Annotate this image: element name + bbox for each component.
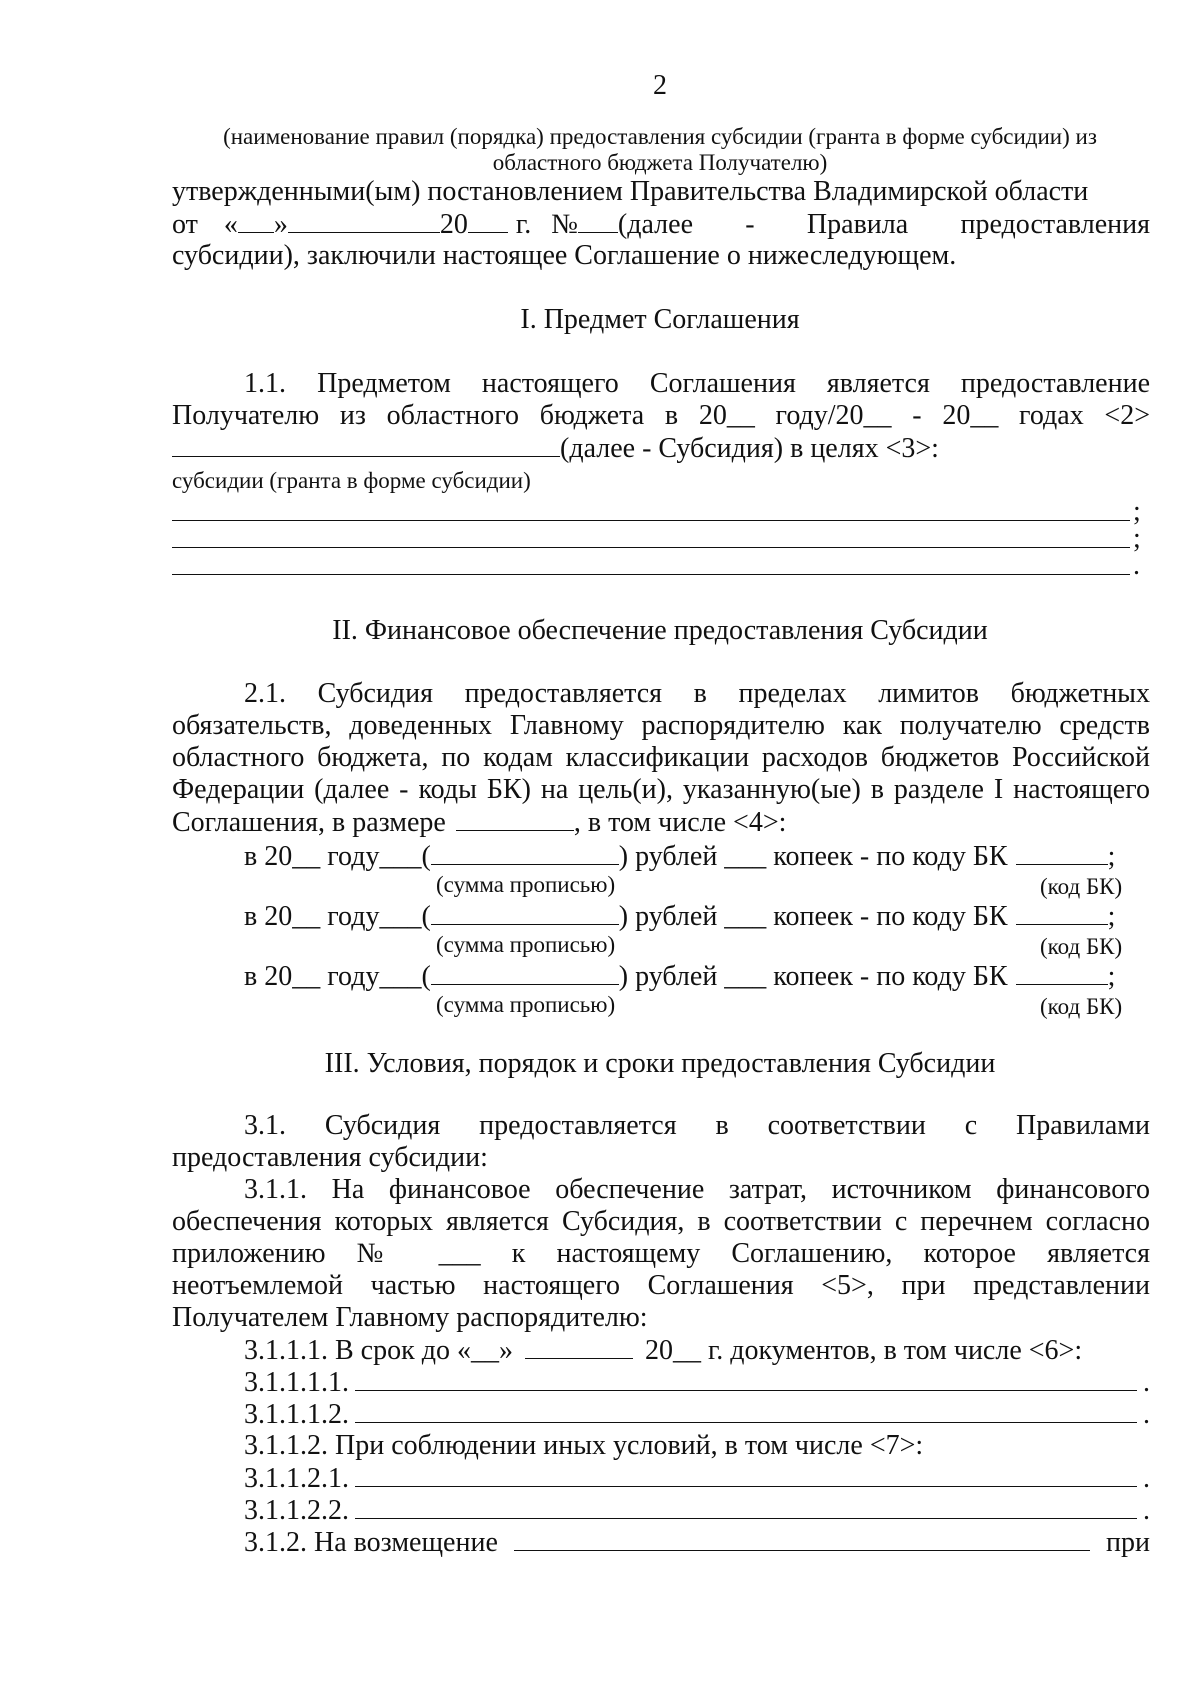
- year-row-1: [244, 840, 1150, 873]
- year-row-3-code-blank: [1016, 960, 1108, 985]
- intro-month-blank: [288, 208, 440, 233]
- year-row-2-a: в 20__ году___(: [244, 901, 431, 932]
- purpose-blank-1: [172, 520, 1130, 521]
- intro-g: г.: [515, 209, 532, 240]
- year-row-2-end: ;: [1107, 901, 1116, 932]
- intro-year: 20: [439, 209, 468, 240]
- p312-b: при: [1106, 1527, 1150, 1558]
- purpose-blank-3: [172, 574, 1130, 575]
- p312-blank: [514, 1526, 1090, 1551]
- year-row-2-cap-sum: (сумма прописью): [436, 932, 616, 957]
- p311-line2: обеспечения которых является Субсидия, в соответствии с перечнем согласно: [172, 1206, 1150, 1237]
- intro-line1: [172, 176, 1150, 208]
- p21-line4: Федерации (далее - коды БК) на цель(и), указанную(ые) в разделе I настоящего: [172, 774, 1150, 805]
- item-3112-1-label: 3.1.1.2.1.: [244, 1463, 349, 1494]
- intro-line1-text: утвержденными(ым) постановлением Правительства Владимирской области: [172, 176, 1089, 207]
- intro-number-blank: [578, 208, 618, 233]
- p11-subsidy-name-blank: [172, 432, 560, 457]
- p11-line3-text: (далее - Субсидия) в целях <3>:: [560, 433, 939, 464]
- p311-line3: приложению № ___ к настоящему Соглашению, которое является: [172, 1238, 1150, 1269]
- intro-rest: (далее - Правила предоставления: [617, 209, 1150, 240]
- year-row-1-sum-blank: [431, 840, 619, 865]
- p3111-b: 20__ г. документов, в том числе <6>:: [644, 1335, 1083, 1366]
- p311-line5: Получателем Главному распорядителю:: [172, 1302, 648, 1333]
- p11-caption: субсидии (гранта в форме субсидии): [172, 468, 531, 493]
- item-3112-1-blank: [355, 1462, 1137, 1487]
- p21-line3: областного бюджета, по кодам классификации расходов бюджетов Российской: [172, 742, 1150, 773]
- p11-line3: [172, 432, 1150, 465]
- section2-title: II. Финансовое обеспечение предоставления Субсидии: [332, 615, 988, 646]
- purpose-end-3: .: [1133, 550, 1140, 581]
- intro-day-blank: [238, 208, 274, 233]
- p3111-a: 3.1.1.1. В срок до «__»: [244, 1335, 513, 1366]
- purpose-end-2: ;: [1133, 523, 1141, 554]
- page-number: 2: [653, 70, 667, 101]
- item-3111-2-blank: [355, 1398, 1137, 1423]
- year-row-3: [244, 960, 1150, 993]
- year-row-3-b: ) рублей ___ копеек - по коду БК: [618, 961, 1008, 992]
- item-3111-2: [244, 1398, 1150, 1431]
- item-3111-1-blank: [355, 1366, 1137, 1391]
- intro-year-blank: [468, 208, 508, 233]
- item-3112-2: [244, 1494, 1150, 1527]
- year-row-1-a: в 20__ году___(: [244, 841, 431, 872]
- year-row-1-code-blank: [1016, 840, 1108, 865]
- intro-ot: от: [172, 209, 198, 240]
- caption-rules-line2: областного бюджета Получателю): [492, 150, 828, 175]
- p3111-month-blank: [525, 1334, 633, 1359]
- p31-line1: 3.1. Субсидия предоставляется в соответствии с Правилами: [244, 1110, 1150, 1141]
- item-3111-2-end: .: [1143, 1399, 1150, 1430]
- intro-no: №: [551, 209, 578, 240]
- p3112-line: 3.1.1.2. При соблюдении иных условий, в том числе <7>:: [244, 1430, 924, 1461]
- year-row-2-cap-code: (код БК): [1040, 934, 1123, 959]
- p21-line1: 2.1. Субсидия предоставляется в пределах лимитов бюджетных: [244, 678, 1150, 709]
- caption-rules-line1: (наименование правил (порядка) предоставления субсидии (гранта в форме субсидии) из: [223, 124, 1097, 149]
- p311-line4: неотъемлемой частью настоящего Соглашения <5>, при представлении: [172, 1270, 1150, 1301]
- purpose-end-1: ;: [1133, 496, 1141, 527]
- year-row-2-b: ) рублей ___ копеек - по коду БК: [618, 901, 1008, 932]
- year-row-2: [244, 900, 1150, 933]
- year-row-1-end: ;: [1107, 841, 1116, 872]
- intro-line3: субсидии), заключили настоящее Соглашение о нижеследующем.: [172, 240, 957, 271]
- item-3112-2-label: 3.1.1.2.2.: [244, 1495, 349, 1526]
- section1-title: I. Предмет Соглашения: [520, 304, 800, 335]
- year-row-3-end: ;: [1107, 961, 1116, 992]
- p21-line5: [172, 806, 1150, 839]
- p11-line1: 1.1. Предметом настоящего Соглашения является предоставление: [244, 368, 1150, 399]
- item-3112-2-blank: [355, 1494, 1137, 1519]
- year-row-1-b: ) рублей ___ копеек - по коду БК: [618, 841, 1008, 872]
- item-3112-1: [244, 1462, 1150, 1495]
- item-3112-2-end: .: [1143, 1495, 1150, 1526]
- item-3111-1: [244, 1366, 1150, 1399]
- section3-title: III. Условия, порядок и сроки предоставления Субсидии: [324, 1048, 996, 1079]
- intro-line2: [172, 208, 1150, 241]
- item-3111-2-label: 3.1.1.1.2.: [244, 1399, 349, 1430]
- p312-a: 3.1.2. На возмещение: [244, 1527, 498, 1558]
- year-row-3-cap-sum: (сумма прописью): [436, 992, 616, 1017]
- year-row-1-cap-sum: (сумма прописью): [436, 872, 616, 897]
- year-row-1-cap-code: (код БК): [1040, 874, 1123, 899]
- year-row-2-code-blank: [1016, 900, 1108, 925]
- p21-line5-b: , в том числе <4>:: [573, 807, 787, 838]
- item-3112-1-end: .: [1143, 1463, 1150, 1494]
- intro-quote-close: »: [273, 209, 288, 240]
- year-row-2-sum-blank: [431, 900, 619, 925]
- p11-line2: Получателю из областного бюджета в 20__ году/20__ - 20__ годах <2>: [172, 400, 1150, 431]
- intro-quote-open: «: [223, 209, 238, 240]
- year-row-3-cap-code: (код БК): [1040, 994, 1123, 1019]
- p3111-line: [244, 1334, 1150, 1367]
- p312-line: [244, 1526, 1150, 1559]
- p21-line2: обязательств, доведенных Главному распорядителю как получателю средств: [172, 710, 1150, 741]
- year-row-3-a: в 20__ году___(: [244, 961, 431, 992]
- item-3111-1-end: .: [1143, 1367, 1150, 1398]
- p31-line2: предоставления субсидии:: [172, 1142, 488, 1173]
- item-3111-1-label: 3.1.1.1.1.: [244, 1367, 349, 1398]
- p21-amount-blank: [456, 806, 574, 831]
- p311-line1: 3.1.1. На финансовое обеспечение затрат, источником финансового: [244, 1174, 1150, 1205]
- year-row-3-sum-blank: [431, 960, 619, 985]
- p21-line5-a: Соглашения, в размере: [172, 807, 446, 838]
- purpose-blank-2: [172, 547, 1130, 548]
